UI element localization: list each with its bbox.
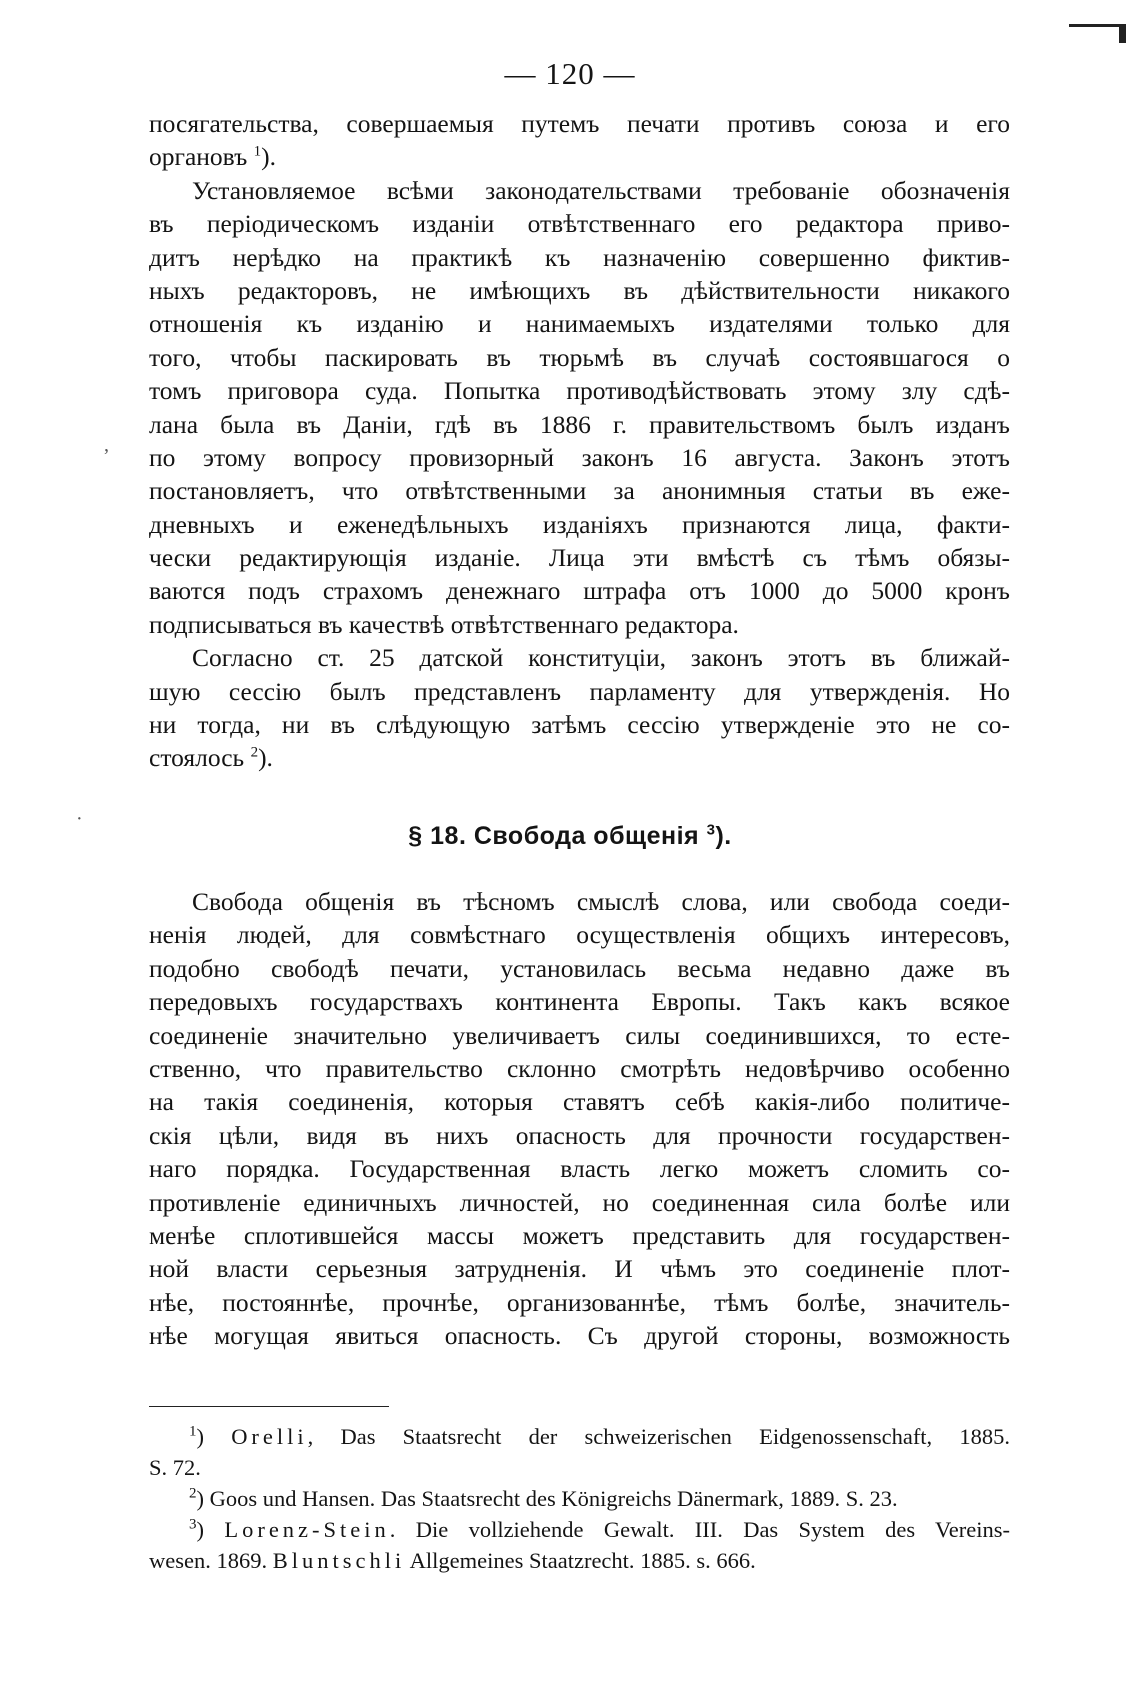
margin-tick: , (104, 434, 109, 456)
footnote-divider (149, 1406, 389, 1407)
page-number: — 120 — (504, 56, 636, 91)
text-line: отношенія къ изданію и нанимаемыхъ издателями только для (149, 309, 1010, 339)
footnote-marker: 1 (189, 1423, 197, 1440)
footnote-line: $^2$) Goos und Hansen. Das Staatsrecht des Königreichs Dänermark, 1889. S. 23. (189, 1485, 898, 1511)
scan-corner-mark (1069, 24, 1126, 35)
text-line: ненія людей, для совмѣстнаго осуществленія общихъ интересовъ, (149, 920, 1010, 950)
text-line: постановляетъ, что отвѣтственными за анонимныя статьи въ еже- (149, 476, 1010, 506)
text-line: передовыхъ государствахъ континента Европы. Такъ какъ всякое (149, 987, 1010, 1017)
text-line: стоялось $^2$). (149, 743, 273, 773)
text-line: на такія соединенія, которыя ставятъ себѣ какія-либо политиче- (149, 1087, 1010, 1117)
footnote-line: wesen. 1869. Bluntschli Allgemeines Staatzrecht. 1885. s. 666. (149, 1548, 756, 1573)
footnote-marker: 3 (189, 1516, 197, 1533)
text-line: того, чтобы паскировать въ тюрьмѣ въ случаѣ состоявшагося о (149, 342, 1010, 372)
text-line: органовъ $^1$). (149, 142, 277, 172)
footnote-ref: 1 (253, 143, 262, 160)
main-text (149, 107, 1010, 775)
text-line: нѣе, постояннѣе, прочнѣе, организованнѣе, тѣмъ болѣе, значитель- (149, 1287, 1010, 1317)
text-line: противленіе единичныхъ личностей, но соединенная сила болѣе или (149, 1187, 1010, 1217)
text-line: ныхъ редакторовъ, не имѣющихъ въ дѣйствительности никакого (149, 275, 1010, 305)
text-line: Установляемое всѣми законодательствами требованіе обозначенія (192, 175, 1010, 205)
text-line: нѣе могущая явиться опасность. Съ другой стороны, возможность (149, 1321, 1010, 1351)
text-line: ственно, что правительство склонно смотрѣть недовѣрчиво особенно (149, 1053, 1010, 1083)
text-line: соединеніе значительно увеличиваетъ силы соединившихся, то есте- (149, 1020, 1010, 1050)
text-line: скія цѣли, видя въ нихъ опасность для прочности государствен- (149, 1120, 1010, 1150)
footnote-ref: 2 (250, 744, 259, 761)
text-line: шую сессію былъ представленъ парламенту для утвержденія. Но (149, 676, 1010, 706)
text-line: Согласно ст. 25 датской конституціи, законъ этотъ въ ближай- (192, 643, 1010, 673)
section-text (149, 885, 1010, 1352)
text-line: менѣе сплотившейся массы можетъ представить для государствен- (149, 1220, 1010, 1250)
text-line: Свобода общенія въ тѣсномъ смыслѣ слова, или свобода соеди- (192, 887, 1010, 916)
section-heading: § 18. Свобода общенія $^3$). (408, 821, 732, 850)
text-line: дневныхъ и еженедѣльныхъ изданіяхъ признаются лица, факти- (149, 509, 1010, 539)
text-line: томъ приговора суда. Попытка противодѣйствовать этому злу сдѣ- (149, 376, 1010, 406)
footnote-ref: 3 (706, 821, 716, 839)
footnote-author: Bluntschli (272, 1548, 406, 1573)
footnotes (149, 1421, 1010, 1576)
footnote-author: Lorenz-Stein (224, 1517, 390, 1542)
footnote-author: Orelli (231, 1424, 308, 1449)
text-line: посягательства, совершаемыя путемъ печати противъ союза и его (149, 109, 1010, 138)
text-line: въ періодическомъ изданіи отвѣтственнаго его редактора приво- (149, 209, 1010, 239)
footnote-line: $^3$) Lorenz-Stein. Die vollziehende Gewalt. III. Das System des Vereins- (189, 1516, 1010, 1542)
text-line: по этому вопросу провизорный законъ 16 августа. Законъ этотъ (149, 442, 1010, 472)
text-line: подписываться въ качествѣ отвѣтственнаго редактора. (149, 609, 739, 639)
text-line: подобно свободѣ печати, установилась весьма недавно даже въ (149, 953, 1010, 983)
footnote-marker: 2 (189, 1485, 197, 1502)
text-line: ваются подъ страхомъ денежнаго штрафа отъ 1000 до 5000 кронъ (149, 576, 1010, 606)
text-line: чески редактирующія изданіе. Лица эти вмѣстѣ съ тѣмъ обязы- (149, 543, 1010, 573)
footnote-line: S. 72. (149, 1455, 201, 1480)
margin-dot: · (76, 808, 83, 830)
text-line: дитъ нерѣдко на практикѣ къ назначенію совершенно фиктив- (149, 242, 1010, 272)
text-line: лана была въ Даніи, гдѣ въ 1886 г. правительствомъ былъ изданъ (149, 409, 1010, 439)
text-line: наго порядка. Государственная власть легко можетъ сломить со- (149, 1154, 1010, 1184)
footnote-line: $^1$) Orelli, Das Staatsrecht der schweizerischen Eidgenossenschaft, 1885. (189, 1423, 1010, 1449)
text-line: ной власти серьезныя затрудненія. И чѣмъ это соединеніе плот- (149, 1254, 1010, 1284)
text-line: ни тогда, ни въ слѣдующую затѣмъ сессію утвержденіе это не со- (149, 710, 1010, 740)
